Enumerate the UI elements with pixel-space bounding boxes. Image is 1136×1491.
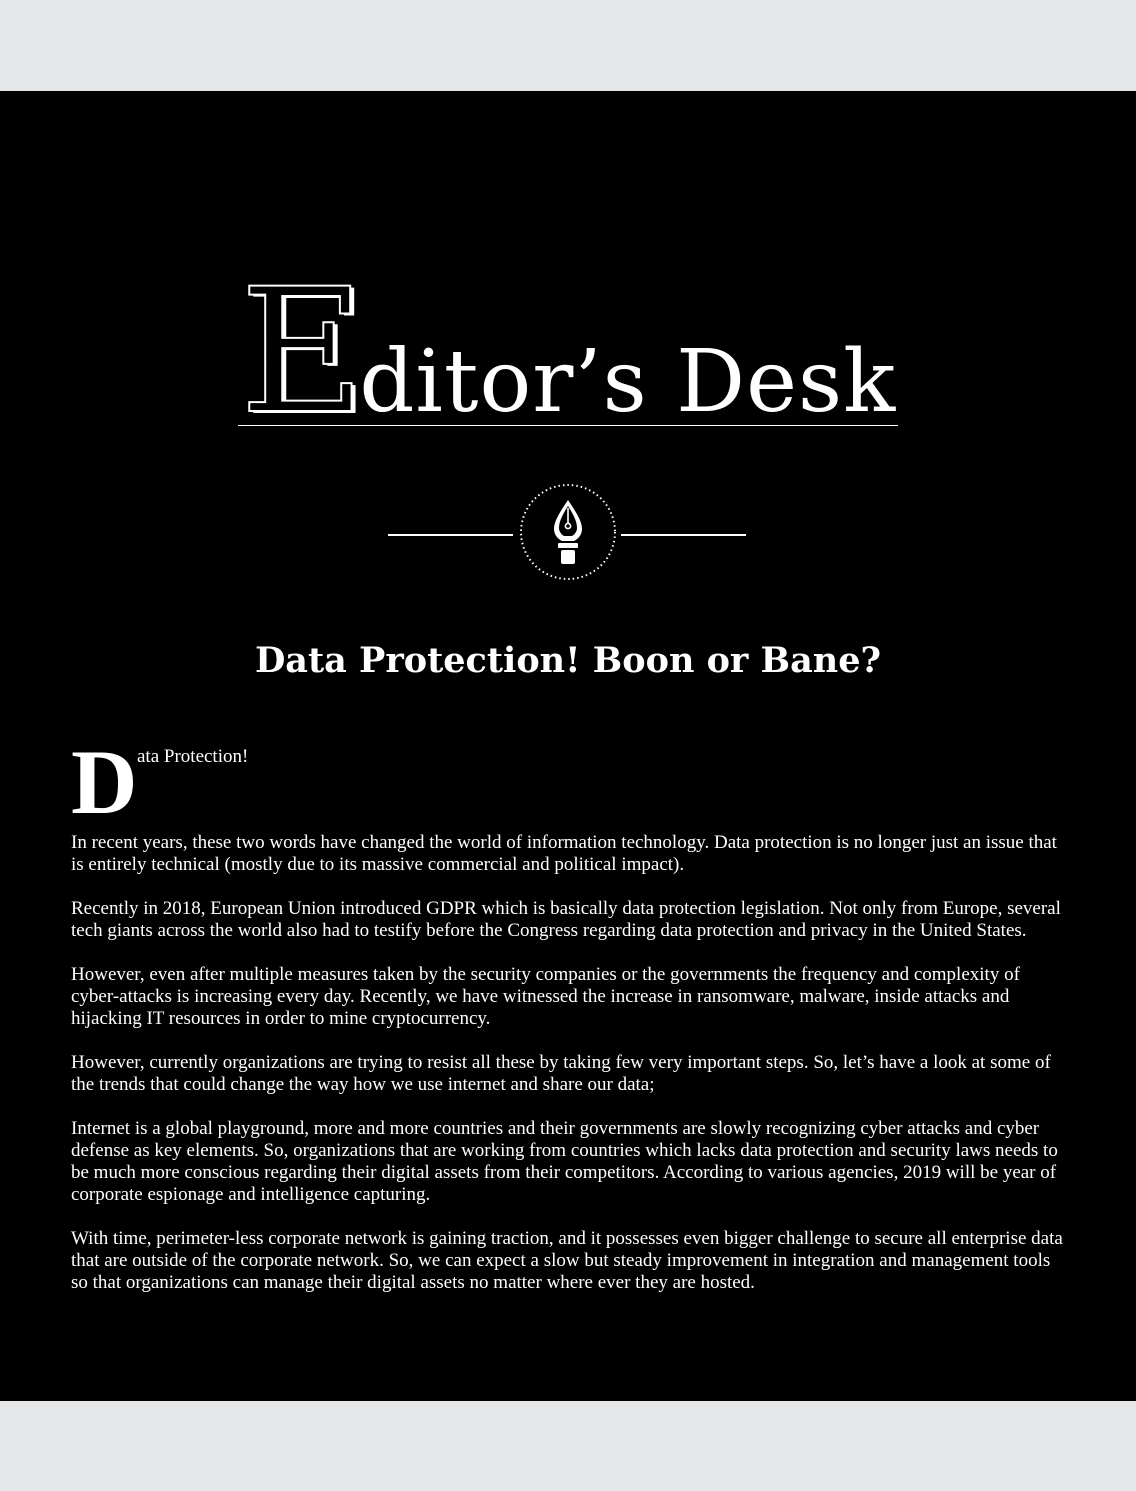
body-paragraph: However, currently organizations are trying to resist all these by taking few very important steps. So, let’s have a look at some of the trends that could change the way how we use internet and share our data; xyxy=(71,1052,1051,1095)
masthead-rest: ditor’s Desk xyxy=(359,332,897,432)
article-title: Data Protection! Boon or Bane? xyxy=(254,640,882,681)
masthead-initial: E xyxy=(239,251,360,452)
masthead xyxy=(0,251,1136,452)
magazine-page xyxy=(0,91,1136,1401)
body-paragraph: In recent years, these two words have changed the world of information technology. Data protection is no longer just an issue that is entirely technical (mostly due to its massive commercial and political impact). xyxy=(71,832,1057,875)
dropcap-letter: D xyxy=(71,731,138,833)
body-paragraph: However, even after multiple measures taken by the security companies or the governments the frequency and complexity of cyber-attacks is increasing every day. Recently, we have witnessed the increase in ransomware, malware, inside attacks and hijacking IT resources in order to mine cryptocurrency. xyxy=(71,964,1020,1029)
masthead-title xyxy=(238,251,898,452)
body-paragraph: Recently in 2018, European Union introduced GDPR which is basically data protection legislation. Not only from Europe, several tech giants across the world also had to testify before the Congress regarding data protection and privacy in the United States. xyxy=(71,898,1061,941)
ornament-dotted-ring xyxy=(521,485,615,579)
article-body xyxy=(71,832,1069,1316)
dropcap-tail: ata Protection! xyxy=(137,746,249,767)
body-paragraph: Internet is a global playground, more and more countries and their governments are slowly recognizing cyber attacks and cyber defense as key elements. So, organizations that are working from countries which lacks data protection and security laws needs to be much more conscious regarding their digital assets from their competitors. According to various agencies, 2019 will be year of corporate espionage and intelligence capturing. xyxy=(71,1118,1058,1205)
body-paragraph: With time, perimeter-less corporate network is gaining traction, and it possesses even bigger challenge to secure all enterprise data that are outside of the corporate network. So, we can expect a slow but steady improvement in integration and management tools so that organizations can manage their digital assets no matter where ever they are hosted. xyxy=(71,1228,1063,1293)
pen-ornament xyxy=(388,483,748,583)
fountain-pen-nib-icon xyxy=(554,500,582,564)
